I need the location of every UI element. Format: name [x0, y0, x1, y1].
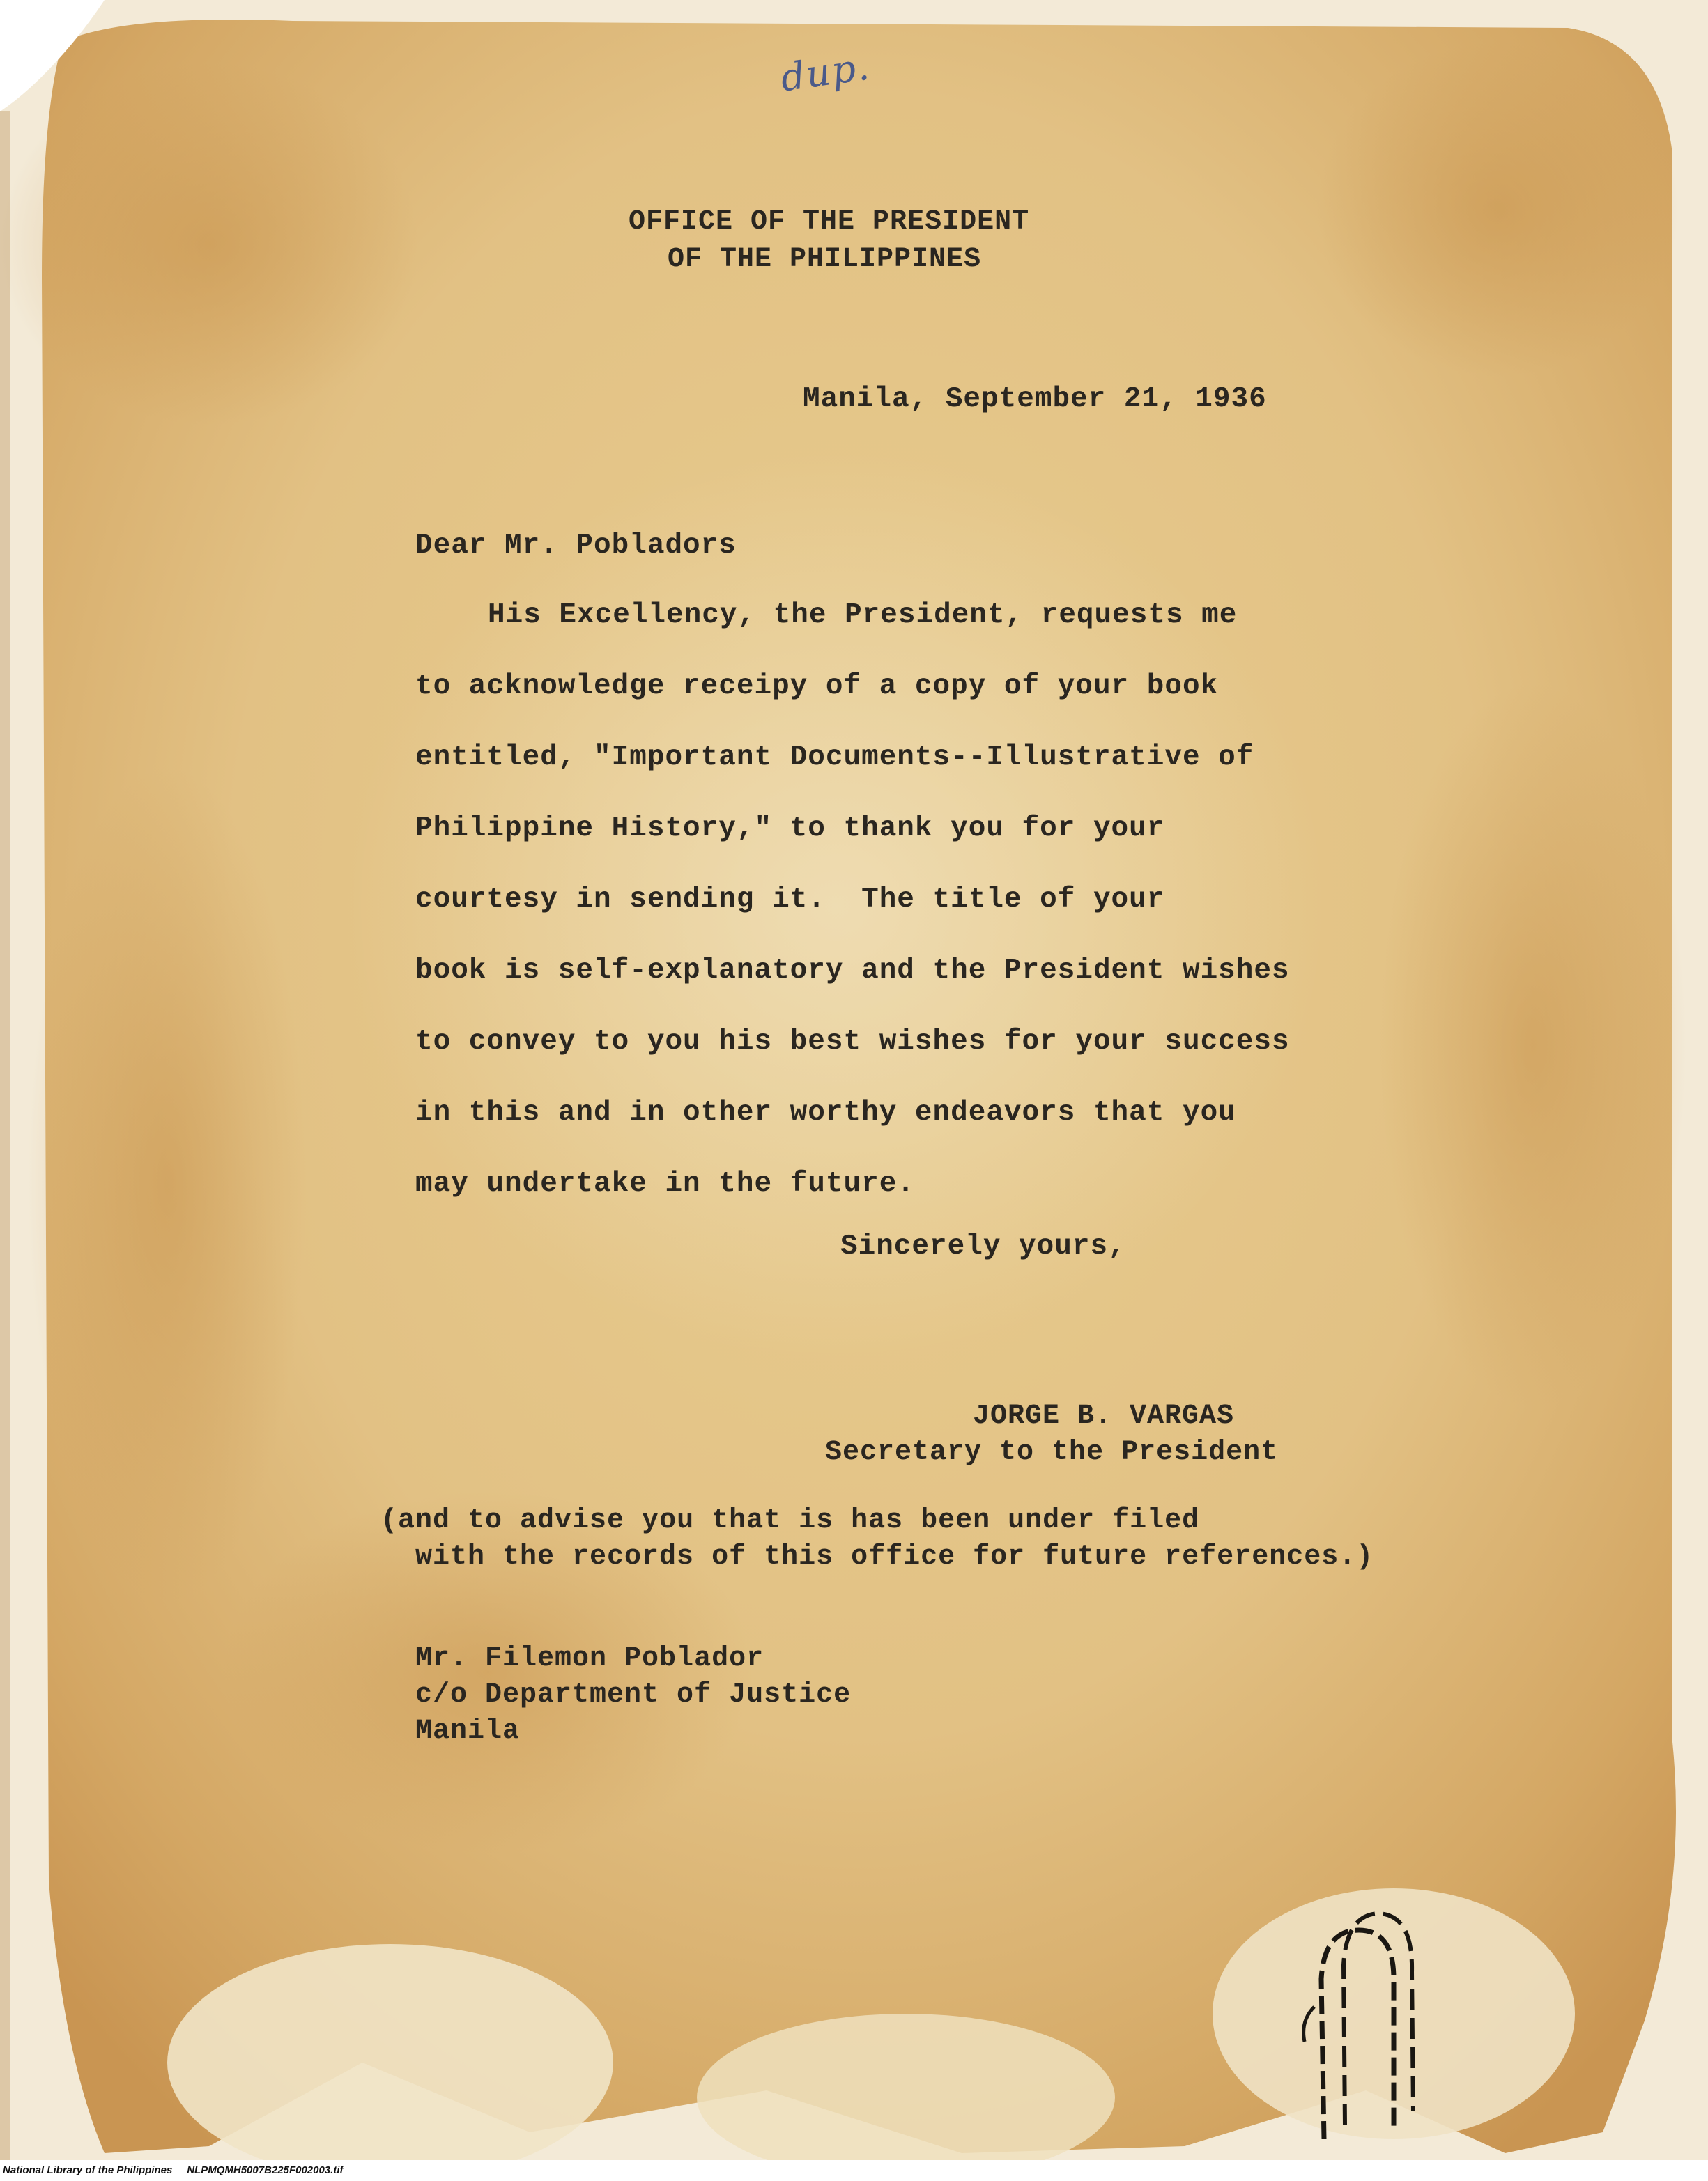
signer-title: Secretary to the President — [825, 1437, 1279, 1468]
body-line: entitled, "Important Documents--Illustrative of — [415, 741, 1254, 773]
signer-name: JORGE B. VARGAS — [973, 1401, 1235, 1432]
body-line: to acknowledge receipy of a copy of your book — [415, 670, 1219, 702]
recipient-address-line: Mr. Filemon Poblador — [415, 1643, 764, 1674]
body-line: in this and in other worthy endeavors that you — [415, 1097, 1236, 1129]
archive-name: National Library of the Philippines — [3, 2164, 173, 2176]
postscript-line: with the records of this office for future references.) — [415, 1541, 1374, 1573]
body-line: Philippine History," to thank you for your — [415, 812, 1165, 845]
archive-label — [3, 2164, 343, 2176]
body-line: to convey to you his best wishes for your success — [415, 1026, 1290, 1058]
closing: Sincerely yours, — [840, 1231, 1126, 1263]
handwritten-annotation: dup. — [778, 44, 873, 100]
body-line: book is self-explanatory and the President wishes — [415, 955, 1290, 987]
dateline: Manila, September 21, 1936 — [803, 383, 1267, 415]
recipient-address-line: Manila — [415, 1716, 521, 1747]
salutation: Dear Mr. Pobladors — [415, 530, 737, 562]
letterhead-line-1: OFFICE OF THE PRESIDENT — [629, 206, 1030, 238]
paperclip-mark-icon — [1296, 1902, 1436, 2139]
recipient-address-line: c/o Department of Justice — [415, 1679, 852, 1711]
postscript-line: (and to advise you that is has been under filed — [380, 1505, 1200, 1536]
archive-file-name: NLPMQMH5007B225F002003.tif — [187, 2164, 344, 2176]
letterhead-line-2: OF THE PHILIPPINES — [668, 244, 982, 275]
body-line: may undertake in the future. — [415, 1168, 915, 1200]
body-line: His Excellency, the President, requests me — [488, 599, 1238, 631]
body-line: courtesy in sending it. The title of your — [415, 884, 1165, 916]
